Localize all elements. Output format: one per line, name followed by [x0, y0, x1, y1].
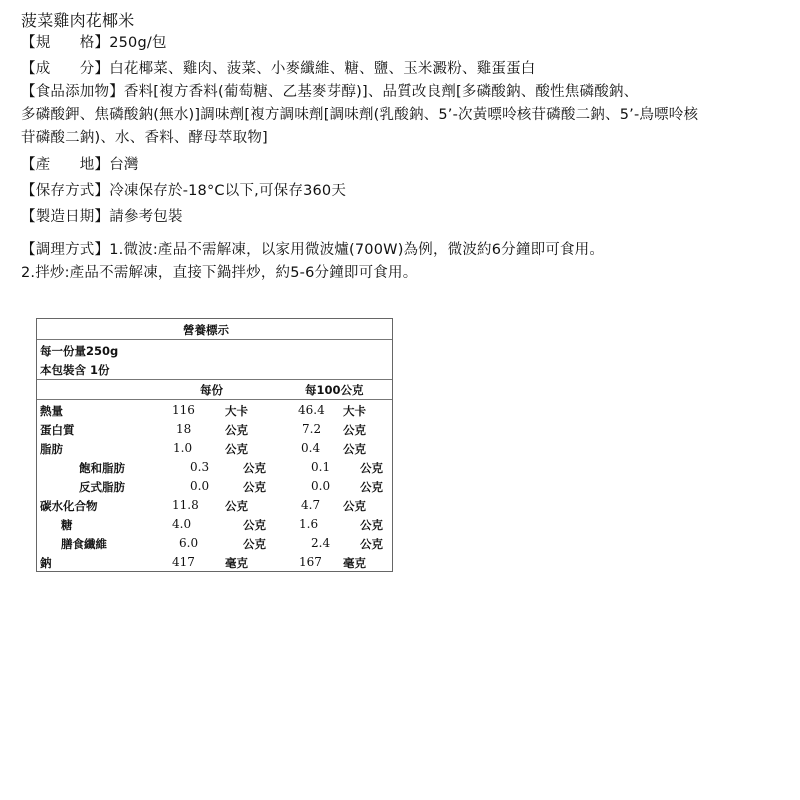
nutrient-unit: 公克: [343, 442, 366, 456]
divider: [37, 339, 392, 340]
nutrient-name: 鈉: [40, 556, 52, 570]
nutrient-unit: 公克: [243, 461, 266, 475]
nutrient-serving: 417: [172, 555, 195, 569]
additives-label: 【食品添加物】: [21, 84, 124, 100]
nutrient-serving: 116: [172, 403, 195, 417]
cooking-step-1: 1.微波:產品不需解凍，以家用微波爐(700W)為例，微波約6分鐘即可食用。: [109, 242, 605, 258]
nutrient-serving: 0.3: [190, 460, 210, 474]
nutrient-unit: 公克: [225, 442, 248, 456]
nutrient-per100: 4.7: [301, 498, 321, 512]
storage-value: 冷凍保存於-18°C以下,可保存360天: [109, 183, 347, 199]
nutrient-per100: 0.1: [311, 460, 331, 474]
servings-per-pack: 本包裝含 1份: [40, 363, 110, 377]
nutrient-per100: 1.6: [299, 517, 319, 531]
nutrient-unit: 公克: [243, 518, 266, 532]
nutrient-name: 糖: [61, 518, 73, 532]
spec-label: 【規 格】: [21, 35, 110, 51]
nutrient-unit: 公克: [360, 461, 383, 475]
nutrient-serving: 6.0: [179, 536, 199, 550]
nutrient-unit: 公克: [360, 480, 383, 494]
cooking-line-1: [21, 238, 604, 259]
nutrient-unit: 公克: [225, 423, 248, 437]
nutrient-name: 脂肪: [40, 442, 63, 456]
nutrient-per100: 46.4: [298, 403, 325, 417]
divider: [37, 379, 392, 380]
col-per-100g: 每100公克: [305, 383, 364, 397]
nutrient-per100: 7.2: [302, 422, 322, 436]
nutrient-unit: 公克: [343, 423, 366, 437]
origin-value: 台灣: [109, 157, 139, 173]
cooking-label: 【調理方式】: [21, 242, 110, 258]
ingredients-value: 白花椰菜、雞肉、菠菜、小麥纖維、糖、鹽、玉米澱粉、雞蛋蛋白: [109, 61, 536, 77]
col-per-serving: 每份: [200, 383, 223, 397]
nutrient-unit: 公克: [360, 537, 383, 551]
additives-line-2: 多磷酸鉀、焦磷酸鈉(無水)]調味劑[複方調味劑[調味劑(乳酸鈉、5’-次黃嘌呤核苷磷酸二鈉、5’-鳥嘌呤核: [21, 107, 699, 123]
ingredients-label: 【成 分】: [21, 61, 110, 77]
nutrient-unit: 公克: [243, 480, 266, 494]
additives-text-1: 香料[複方香料(葡萄糖、乙基麥芽醇)]、品質改良劑[多磷酸鈉、酸性焦磷酸鈉、: [123, 84, 639, 100]
storage-line: [21, 179, 346, 200]
nutrient-unit: 大卡: [225, 404, 248, 418]
nutrient-unit: 公克: [225, 499, 248, 513]
additives-line-3: 苷磷酸二鈉)、水、香料、酵母萃取物]: [21, 130, 268, 146]
nutrient-serving: 4.0: [172, 517, 192, 531]
spec-value: 250g/包: [109, 35, 167, 51]
nutrient-serving: 18: [176, 422, 192, 436]
nutrient-name: 反式脂肪: [79, 480, 125, 494]
nutrient-per100: 0.4: [301, 441, 321, 455]
serving-size: 每一份量250g: [40, 344, 119, 358]
mfg-date-line: [21, 205, 183, 226]
ingredients-line: [21, 57, 536, 78]
mfg-date-label: 【製造日期】: [21, 209, 110, 225]
spec-line: [21, 31, 167, 52]
nutrient-name: 熱量: [40, 404, 63, 418]
storage-label: 【保存方式】: [21, 183, 110, 199]
nutrient-per100: 0.0: [311, 479, 331, 493]
nutrient-unit: 公克: [343, 499, 366, 513]
nutrient-per100: 167: [299, 555, 322, 569]
nutrient-unit: 毫克: [225, 556, 248, 570]
nutrient-name: 蛋白質: [40, 423, 75, 437]
nutrient-name: 飽和脂肪: [79, 461, 125, 475]
origin-line: [21, 153, 139, 174]
product-title: 菠菜雞肉花椰米: [21, 11, 135, 30]
origin-label: 【產 地】: [21, 157, 110, 173]
nutrient-unit: 公克: [243, 537, 266, 551]
nutrient-unit: 公克: [360, 518, 383, 532]
nutrient-serving: 11.8: [172, 498, 199, 512]
additives-line-1: [21, 80, 638, 101]
nutrient-serving: 0.0: [190, 479, 210, 493]
divider: [37, 399, 392, 400]
nutrient-name: 膳食纖維: [61, 537, 107, 551]
nutrient-name: 碳水化合物: [40, 499, 98, 513]
nutrient-unit: 毫克: [343, 556, 366, 570]
mfg-date-value: 請參考包裝: [109, 209, 183, 225]
cooking-step-2: 2.拌炒:產品不需解凍，直接下鍋拌炒，約5-6分鐘即可食用。: [21, 265, 418, 281]
nutrient-serving: 1.0: [173, 441, 193, 455]
nutrient-unit: 大卡: [343, 404, 366, 418]
nutrient-per100: 2.4: [311, 536, 331, 550]
nutrition-heading: 營養標示: [183, 323, 229, 337]
nutrition-table: [36, 318, 393, 572]
